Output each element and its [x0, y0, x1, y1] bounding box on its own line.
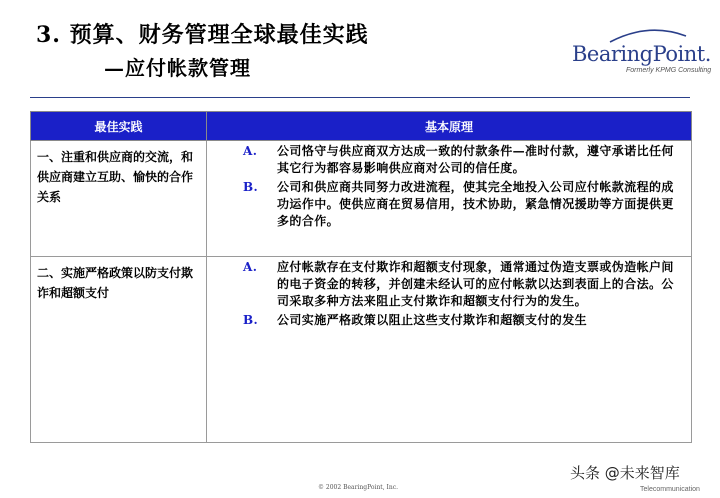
principle-item [243, 143, 681, 177]
principle-letter: B. [243, 180, 259, 194]
logo-tagline: Formerly KPMG Consulting [626, 67, 712, 74]
principle-letter: A. [243, 144, 258, 158]
principle-text: 公司实施严格政策以阻止这些支付欺诈和超额支付的发生 [277, 313, 588, 327]
principles-cell [207, 141, 692, 257]
page-subtitle: —应付帐款管理 [104, 56, 251, 80]
principles-cell [207, 257, 692, 443]
logo-arc-icon [608, 26, 688, 44]
practice-cell: 一、注重和供应商的交流，和供应商建立互助、愉快的合作关系 [31, 141, 207, 257]
column-header-principle: 基本原理 [207, 112, 692, 141]
principle-text: 公司和供应商共同努力改进流程，使其完全地投入公司应付帐款流程的成功运作中。使供应商在贸易信用，技术协助，紧急情况援助等方面提供更多的合作。 [277, 180, 674, 228]
table-row [31, 257, 692, 443]
logo-name: BearingPoint. [572, 42, 711, 66]
principle-item [243, 312, 681, 329]
principle-text: 应付帐款存在支付欺诈和超额支付现象，通常通过伪造支票或伪造帐户间的电子资金的转移，并创建未经认可的应付帐款以达到表面上的合法。公司采取多种方法来阻止支付欺诈和超额支付行为的发生。 [277, 260, 674, 308]
practice-cell: 二、实施严格政策以防支付欺诈和超额支付 [31, 257, 207, 443]
watermark: 头条 @未来智库 [570, 464, 680, 482]
principle-letter: A. [243, 260, 258, 274]
best-practice-table [30, 111, 692, 443]
bearingpoint-logo [572, 42, 712, 74]
principle-item [243, 179, 681, 230]
principle-text: 公司恪守与供应商双方达成一致的付款条件—准时付款，遵守承诺比任何其它行为都容易影响供应商对公司的信任度。 [277, 144, 674, 175]
table-header-row [31, 112, 692, 141]
page-title: 3. 预算、财务管理全球最佳实践 [36, 22, 369, 48]
column-header-practice: 最佳实践 [31, 112, 207, 141]
watermark-sub: Telecommunication [640, 486, 700, 493]
copyright-footer: © 2002 BearingPoint, Inc. [318, 484, 399, 491]
principle-item [243, 259, 681, 310]
table-row [31, 141, 692, 257]
header-divider [30, 97, 690, 98]
principle-letter: B. [243, 313, 259, 327]
